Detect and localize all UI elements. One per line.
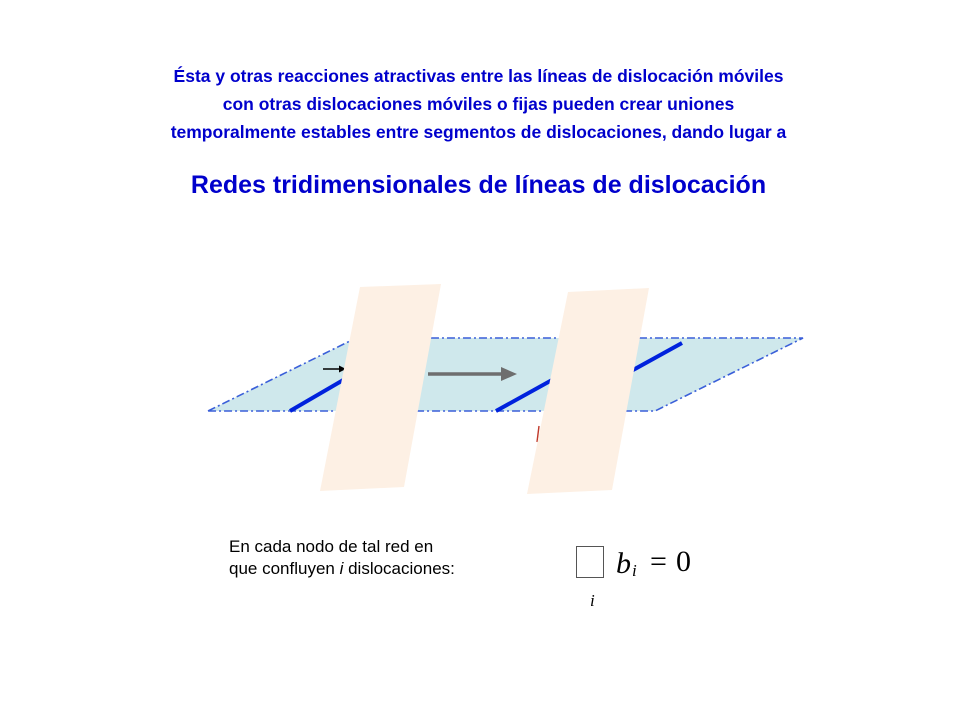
- burgers-vector-subscript: i: [632, 561, 637, 580]
- node-condition-note: [229, 536, 455, 580]
- note-line-2: [229, 558, 455, 580]
- formula-result: 0: [676, 545, 691, 578]
- slide-heading: Redes tridimensionales de líneas de dislocación: [190, 171, 767, 199]
- note-text-after: dislocaciones:: [343, 559, 455, 578]
- burgers-vector-symbol: b: [616, 547, 631, 580]
- note-text-before: que confluyen: [229, 559, 340, 578]
- note-line-1: En cada nodo de tal red en: [229, 537, 434, 556]
- note-variable: i: [339, 559, 344, 578]
- intro-line-3: temporalmente estables entre segmentos de dislocaciones, dando lugar a: [170, 122, 787, 142]
- equals-sign: =: [650, 545, 667, 578]
- summation-symbol-box: [576, 546, 604, 578]
- summation-index: i: [590, 591, 595, 610]
- intro-line-2: con otras dislocaciones móviles o fijas pueden crear uniones: [222, 94, 735, 114]
- intro-line-1: Ésta y otras reacciones atractivas entre las líneas de dislocación móviles: [173, 66, 784, 86]
